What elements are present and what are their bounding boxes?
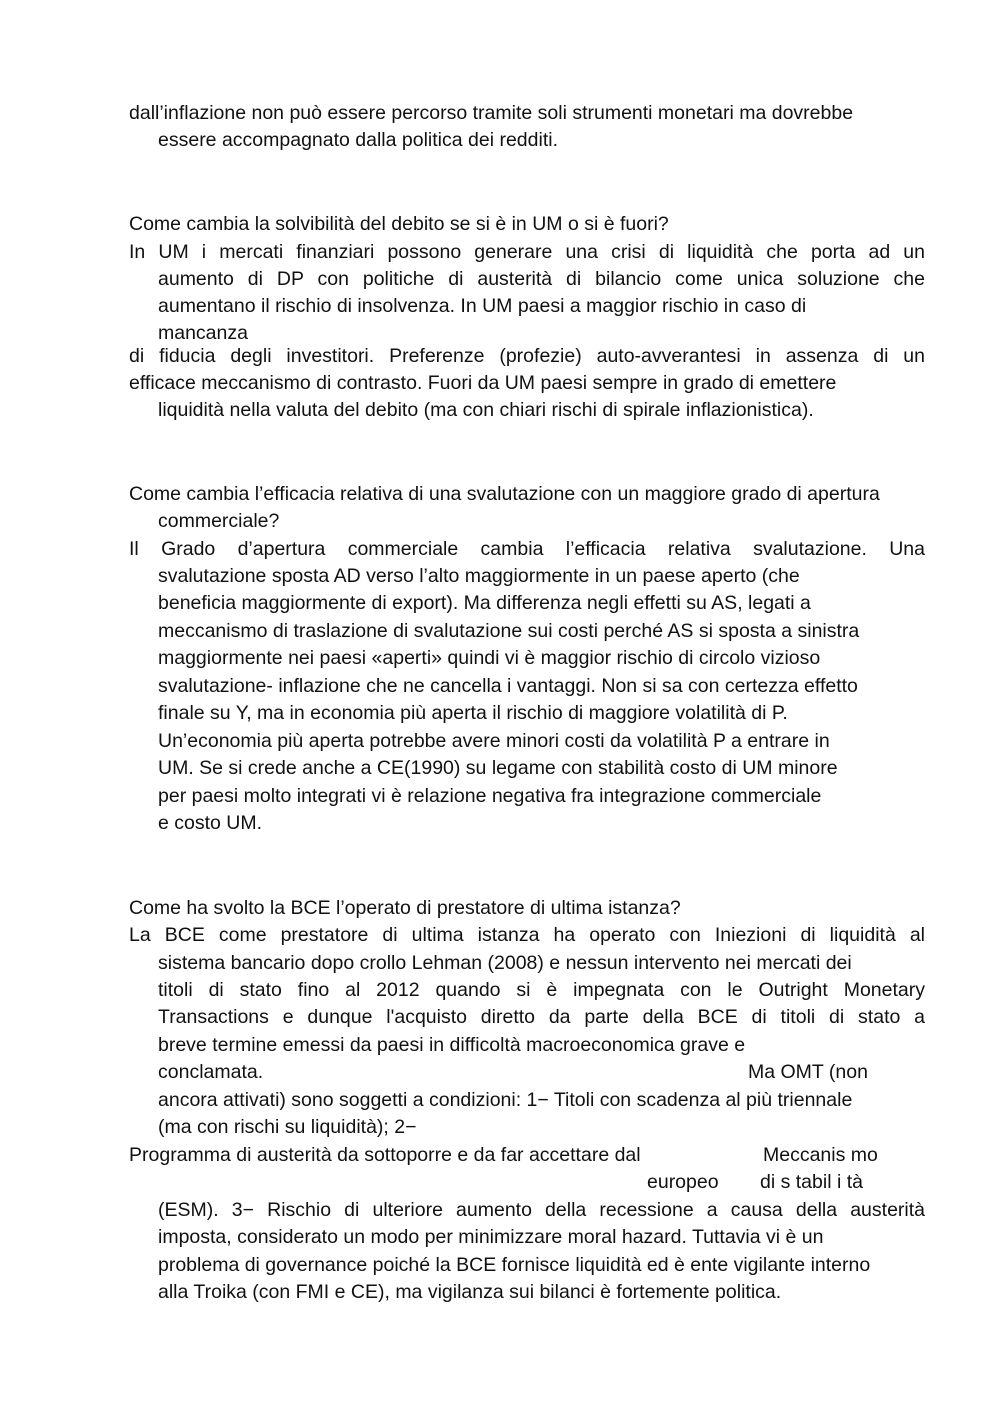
answer-line: (ESM). 3− Rischio di ulteriore aumento della recessione a causa della austerità	[158, 1199, 925, 1221]
answer-line: alla Troika (con FMI e CE), ma vigilanza sui bilanci è fortemente politica.	[158, 1281, 782, 1303]
answer-line: liquidità nella valuta del debito (ma con chiari rischi di spirale inflazionistica).	[158, 399, 814, 421]
answer-line: In UM i mercati finanziari possono generare una crisi di liquidità che porta ad un	[129, 241, 925, 263]
answer-line: Ma OMT (non	[748, 1061, 868, 1083]
answer-line: imposta, considerato un modo per minimizzare moral hazard. Tuttavia vi è un	[158, 1226, 824, 1248]
answer-line: conclamata.	[158, 1061, 264, 1083]
answer-line: e costo UM.	[158, 812, 263, 834]
answer-line: ancora attivati) sono soggetti a condizioni: 1− Titoli con scadenza al più triennale	[158, 1089, 853, 1111]
question-heading: Come cambia l’efficacia relativa di una svalutazione con un maggiore grado di apertura	[129, 483, 880, 505]
answer-line: titoli di stato fino al 2012 quando si è impegnata con le Outright Monetary	[158, 979, 925, 1001]
answer-line: UM. Se si crede anche a CE(1990) su legame con stabilità costo di UM minore	[158, 757, 838, 779]
answer-line: svalutazione- inflazione che ne cancella i vantaggi. Non si sa con certezza effetto	[158, 675, 858, 697]
text-line: essere accompagnato dalla politica dei redditi.	[158, 129, 558, 151]
answer-line: beneficia maggiormente di export). Ma differenza negli effetti su AS, legati a	[158, 592, 811, 614]
answer-line: breve termine emessi da paesi in difficoltà macroeconomica grave e	[158, 1034, 746, 1056]
question-heading: commerciale?	[158, 510, 280, 532]
answer-line: Il Grado d’apertura commerciale cambia l’efficacia relativa svalutazione. Una	[129, 538, 925, 560]
answer-line: aumentano il rischio di insolvenza. In UM paesi a maggior rischio in caso di	[158, 295, 807, 317]
question-heading: Come ha svolto la BCE l’operato di prestatore di ultima istanza?	[129, 897, 681, 919]
answer-line: europeo	[647, 1171, 719, 1193]
answer-line: Transactions e dunque l'acquisto diretto da parte della BCE di titoli di stato a	[158, 1006, 925, 1028]
answer-line: maggiormente nei paesi «aperti» quindi vi è maggior rischio di circolo vizioso	[158, 647, 821, 669]
answer-line: svalutazione sposta AD verso l’alto maggiormente in un paese aperto (che	[158, 565, 800, 587]
answer-line: Meccanis mo	[763, 1144, 878, 1166]
answer-line: aumento di DP con politiche di austerità di bilancio come unica soluzione che	[158, 268, 925, 290]
answer-line: Un’economia più aperta potrebbe avere minori costi da volatilità P a entrare in	[158, 730, 830, 752]
question-heading: Come cambia la solvibilità del debito se si è in UM o si è fuori?	[129, 213, 669, 235]
answer-line: meccanismo di traslazione di svalutazione sui costi perché AS si sposta a sinistra	[158, 620, 860, 642]
answer-line: sistema bancario dopo crollo Lehman (2008) e nessun intervento nei mercati dei	[158, 952, 852, 974]
answer-line: di fiducia degli investitori. Preferenze (profezie) auto-avverantesi in assenza di un	[129, 345, 925, 367]
answer-line: Programma di austerità da sottoporre e da far accettare dal	[129, 1144, 641, 1166]
answer-line: mancanza	[158, 322, 248, 344]
answer-line: problema di governance poiché la BCE fornisce liquidità ed è ente vigilante interno	[158, 1254, 871, 1276]
answer-line: efficace meccanismo di contrasto. Fuori da UM paesi sempre in grado di emettere	[129, 372, 837, 394]
answer-line: finale su Y, ma in economia più aperta il rischio di maggiore volatilità di P.	[158, 702, 788, 724]
answer-line: (ma con rischi su liquidità); 2−	[158, 1116, 417, 1138]
text-line: dall’inflazione non può essere percorso tramite soli strumenti monetari ma dovrebbe	[129, 102, 854, 124]
answer-line: di s tabil i tà	[760, 1171, 863, 1193]
answer-line: La BCE come prestatore di ultima istanza ha operato con Iniezioni di liquidità al	[129, 924, 925, 946]
answer-line: per paesi molto integrati vi è relazione negativa fra integrazione commerciale	[158, 785, 822, 807]
